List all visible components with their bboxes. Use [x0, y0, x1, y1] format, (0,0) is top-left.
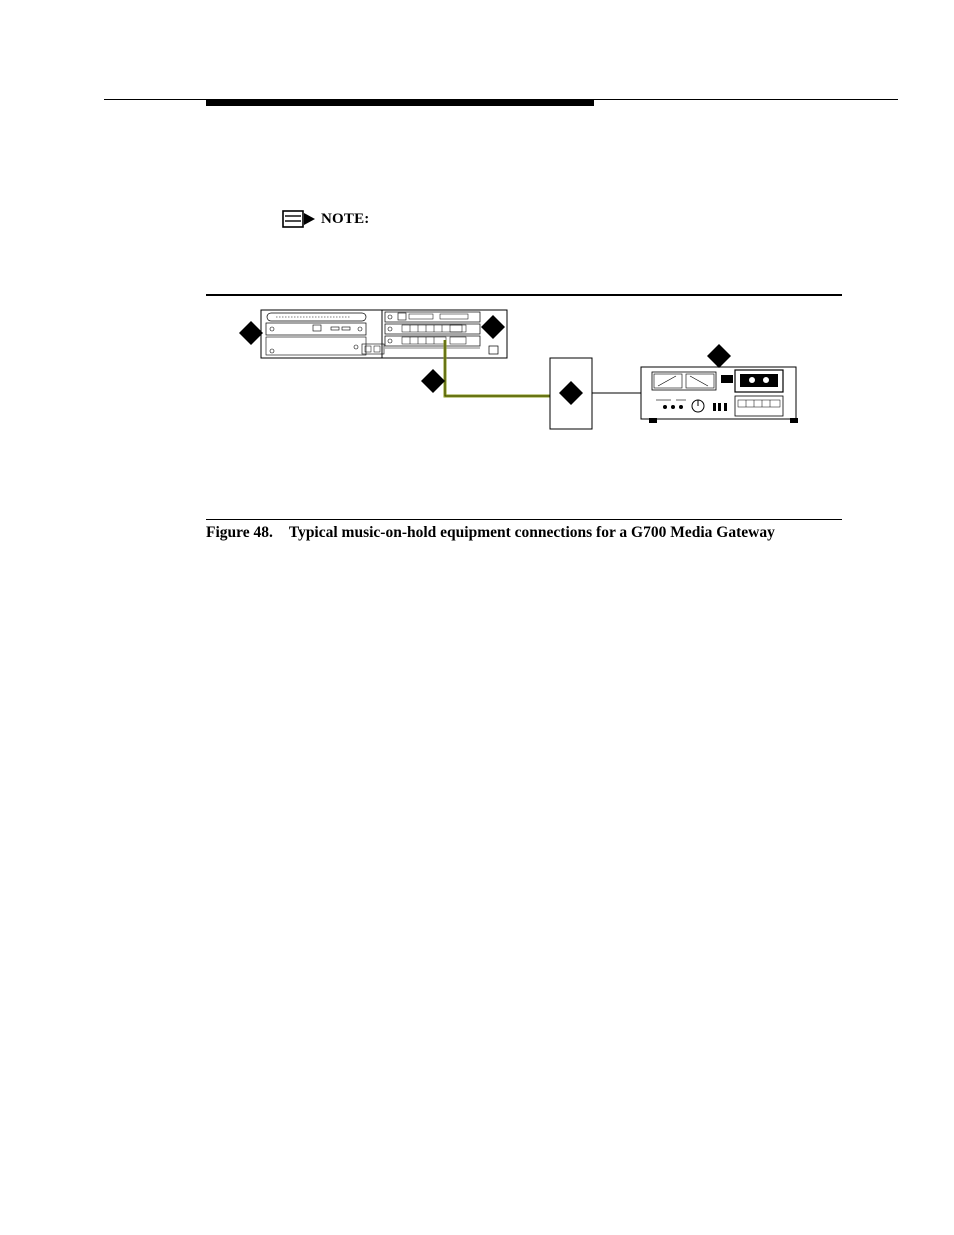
figure-bottom-rule: [206, 519, 842, 520]
diamond-callout-icon: [421, 369, 445, 393]
header-rule-accent: [206, 99, 594, 106]
figure-number: Figure 48.: [206, 524, 273, 541]
note-arrow-icon: [282, 209, 316, 229]
note-label: NOTE:: [321, 210, 370, 227]
music-source-unit: [641, 367, 798, 423]
figure-caption-text: Typical music-on-hold equipment connections for a G700 Media Gateway: [288, 524, 775, 541]
figure-caption: [206, 524, 775, 542]
g700-media-gateway: [261, 310, 507, 358]
music-on-hold-diagram: [206, 296, 842, 518]
diamond-callout-icon: [239, 321, 263, 345]
diamond-callout-icon: [707, 344, 731, 368]
note-block: [282, 209, 370, 229]
